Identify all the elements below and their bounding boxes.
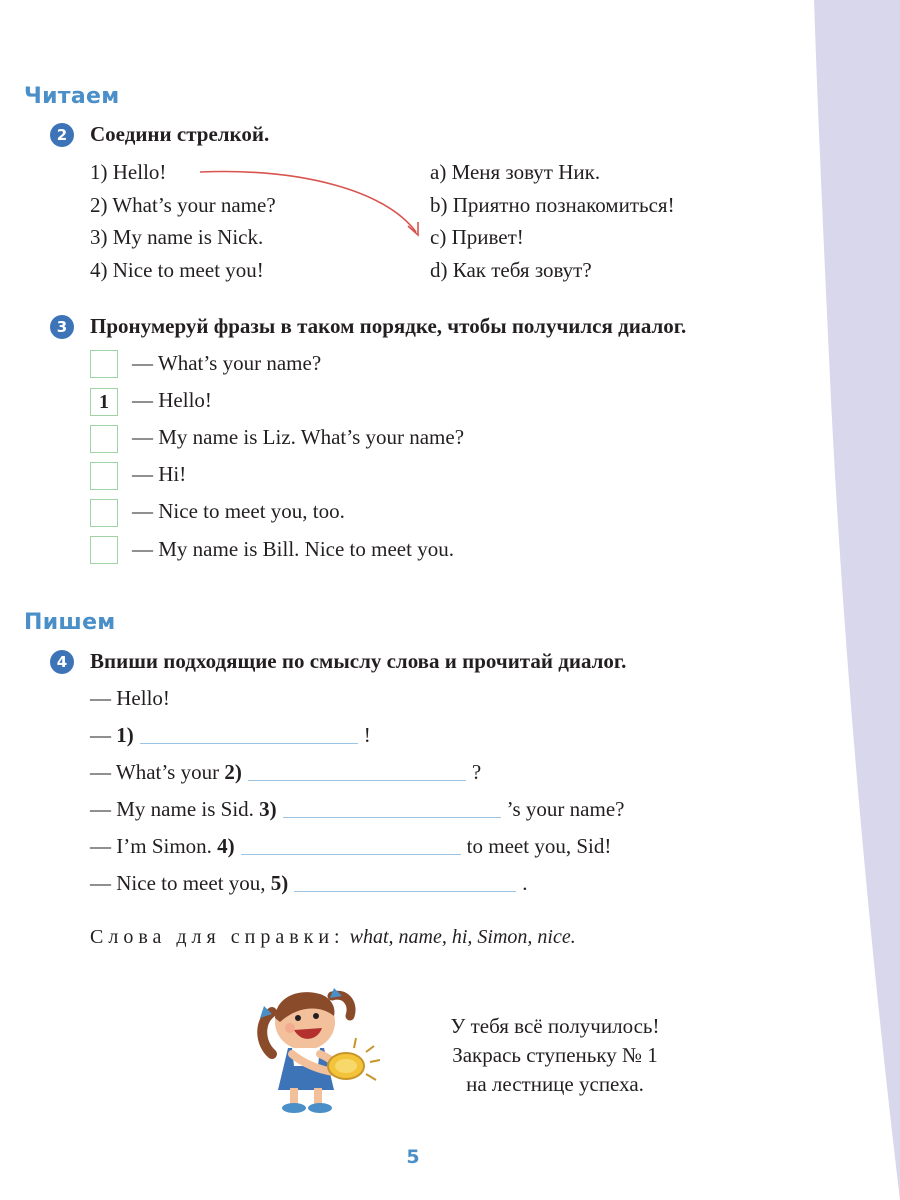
dialogue-line: — My name is Liz. What’s your name?: [132, 425, 465, 449]
match-left-4[interactable]: 4) Nice to meet you!: [90, 258, 264, 282]
praise-line-1: У тебя всё получилось!: [450, 1014, 660, 1038]
line-start: — What’s your: [90, 760, 220, 784]
word-bank: [90, 926, 576, 949]
line-start: — I’m Simon.: [90, 834, 212, 858]
dialogue-line: — Hi!: [132, 462, 187, 486]
order-number-box[interactable]: [90, 536, 118, 564]
fill-line-1: [90, 723, 371, 748]
fill-line-4: [90, 834, 611, 859]
blank-number: 3): [259, 797, 277, 821]
answer-blank-2[interactable]: [248, 761, 466, 781]
order-number-box[interactable]: [90, 425, 118, 453]
task-number-badge: 3: [50, 315, 74, 339]
dialogue-line: — Hello!: [132, 388, 212, 412]
match-right-b[interactable]: b) Приятно познакомиться!: [430, 193, 675, 217]
example-arrow: [0, 0, 900, 300]
answer-blank-1[interactable]: [140, 724, 358, 744]
answer-blank-3[interactable]: [283, 798, 501, 818]
dialogue-line: — My name is Bill. Nice to meet you.: [132, 537, 454, 561]
task-4-instruction: Впиши подходящие по смыслу слова и прочитай диалог.: [90, 649, 627, 673]
section-title-reading: Читаем: [24, 84, 120, 109]
girl-with-medal-illustration: [250, 982, 390, 1117]
dialogue-line: — Hello!: [90, 686, 170, 710]
blank-number: 5): [270, 871, 289, 895]
word-bank-label: Слова для справки:: [90, 926, 345, 948]
match-right-d[interactable]: d) Как тебя зовут?: [430, 258, 592, 282]
blank-number: 2): [224, 760, 242, 784]
line-end: .: [522, 871, 528, 895]
decorative-side-band: [796, 0, 900, 1200]
page-number: 5: [406, 1146, 420, 1168]
task-4-header: [50, 649, 626, 674]
order-number-box[interactable]: 1: [90, 388, 118, 416]
word-bank-words: what, name, hi, Simon, nice.: [349, 926, 576, 948]
order-number-box[interactable]: [90, 499, 118, 527]
answer-blank-5[interactable]: [294, 872, 516, 892]
match-left-2[interactable]: 2) What’s your name?: [90, 193, 276, 217]
fill-line-5: [90, 871, 528, 896]
blank-number: 1): [116, 723, 134, 747]
fill-line-2: [90, 760, 481, 785]
dialogue-line: — What’s your name?: [132, 351, 322, 375]
section-title-writing: Пишем: [24, 610, 116, 635]
order-number-box[interactable]: [90, 350, 118, 378]
task-number-badge: 4: [50, 650, 74, 674]
line-end: ’s your name?: [506, 797, 625, 821]
task-2-instruction: Соедини стрелкой.: [90, 122, 270, 146]
match-left-3[interactable]: 3) My name is Nick.: [90, 225, 264, 249]
task-2-header: [50, 122, 269, 147]
praise-message: [400, 1012, 710, 1099]
line-start: — Nice to meet you,: [90, 871, 266, 895]
task-3-header: [50, 314, 686, 339]
line-end: to meet you, Sid!: [466, 834, 612, 858]
match-right-a[interactable]: a) Меня зовут Ник.: [430, 160, 601, 184]
fill-line-3: [90, 797, 624, 822]
match-left-1[interactable]: 1) Hello!: [90, 160, 167, 184]
answer-blank-4[interactable]: [241, 835, 461, 855]
line-start: — My name is Sid.: [90, 797, 254, 821]
order-number-box[interactable]: [90, 462, 118, 490]
blank-number: 4): [217, 834, 235, 858]
line-end: !: [363, 723, 371, 747]
dialogue-line: — Nice to meet you, too.: [132, 499, 345, 523]
praise-line-3: на лестнице успеха.: [466, 1072, 644, 1096]
dash: —: [90, 723, 111, 747]
task-number-badge: 2: [50, 123, 74, 147]
line-end: ?: [471, 760, 482, 784]
match-right-c[interactable]: c) Привет!: [430, 225, 524, 249]
task-3-instruction: Пронумеруй фразы в таком порядке, чтобы получился диалог.: [90, 314, 687, 338]
praise-line-2: Закрась ступеньку № 1: [452, 1043, 658, 1067]
